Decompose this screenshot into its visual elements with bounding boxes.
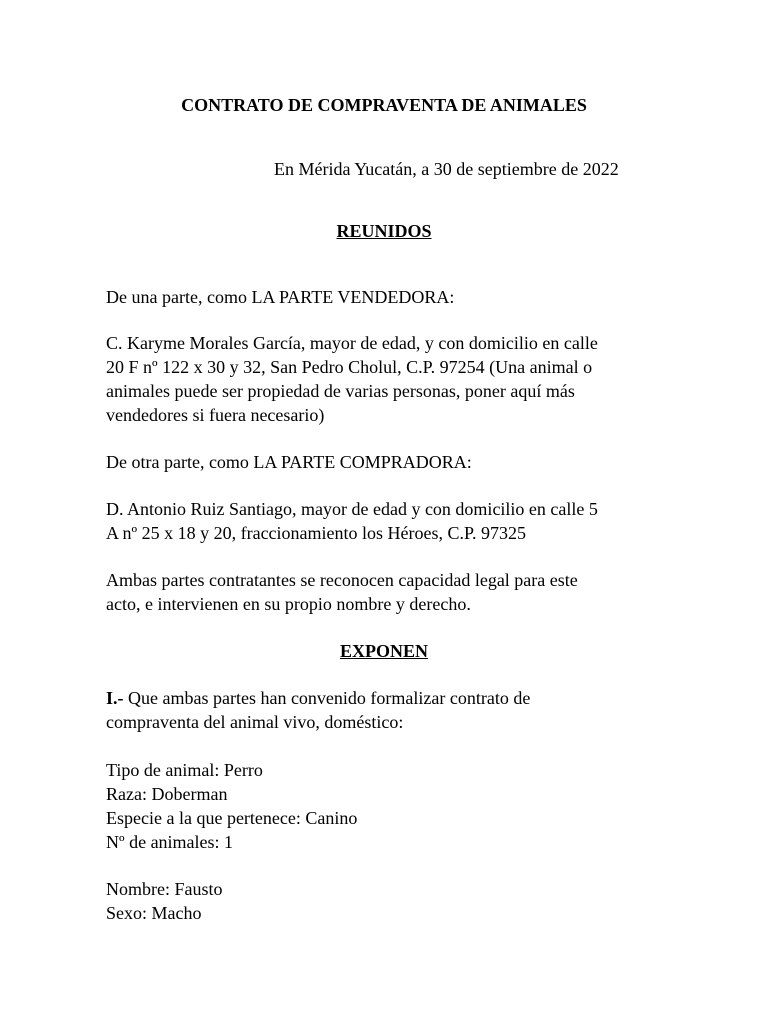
clause-one-text: Que ambas partes han convenido formalizar contrato de <box>123 688 531 708</box>
animal-detail: Tipo de animal: Perro <box>106 760 263 780</box>
capacity-paragraph-line: acto, e intervienen en su propio nombre y derecho. <box>106 594 471 614</box>
section-heading-reunidos: REUNIDOS <box>336 221 432 241</box>
seller-paragraph-line: C. Karyme Morales García, mayor de edad, y con domicilio en calle <box>106 333 598 353</box>
clause-number: I.- <box>106 688 124 708</box>
animal-identity: Nombre: Fausto <box>106 879 223 899</box>
clause-one-line: compraventa del animal vivo, doméstico: <box>106 712 404 732</box>
section-heading-exponen: EXPONEN <box>339 641 428 661</box>
animal-detail: Nº de animales: 1 <box>106 832 234 852</box>
buyer-intro: De otra parte, como LA PARTE COMPRADORA: <box>106 452 472 472</box>
capacity-paragraph-line: Ambas partes contratantes se reconocen capacidad legal para este <box>106 570 578 590</box>
seller-intro: De una parte, como LA PARTE VENDEDORA: <box>106 287 455 307</box>
buyer-paragraph-line: A nº 25 x 18 y 20, fraccionamiento los Héroes, C.P. 97325 <box>106 523 527 543</box>
buyer-paragraph-line: D. Antonio Ruiz Santiago, mayor de edad y con domicilio en calle 5 <box>106 499 598 519</box>
clause-one-line <box>106 686 530 710</box>
animal-identity: Sexo: Macho <box>106 903 202 923</box>
seller-paragraph-line: vendedores si fuera necesario) <box>106 405 325 425</box>
place-date: En Mérida Yucatán, a 30 de septiembre de 2022 <box>274 159 619 179</box>
seller-paragraph-line: animales puede ser propiedad de varias personas, poner aquí más <box>106 381 575 401</box>
animal-detail: Raza: Doberman <box>106 784 228 804</box>
seller-paragraph-line: 20 F nº 122 x 30 y 32, San Pedro Cholul, C.P. 97254 (Una animal o <box>106 357 593 377</box>
animal-detail: Especie a la que pertenece: Canino <box>106 808 358 828</box>
document-title: CONTRATO DE COMPRAVENTA DE ANIMALES <box>181 95 587 115</box>
